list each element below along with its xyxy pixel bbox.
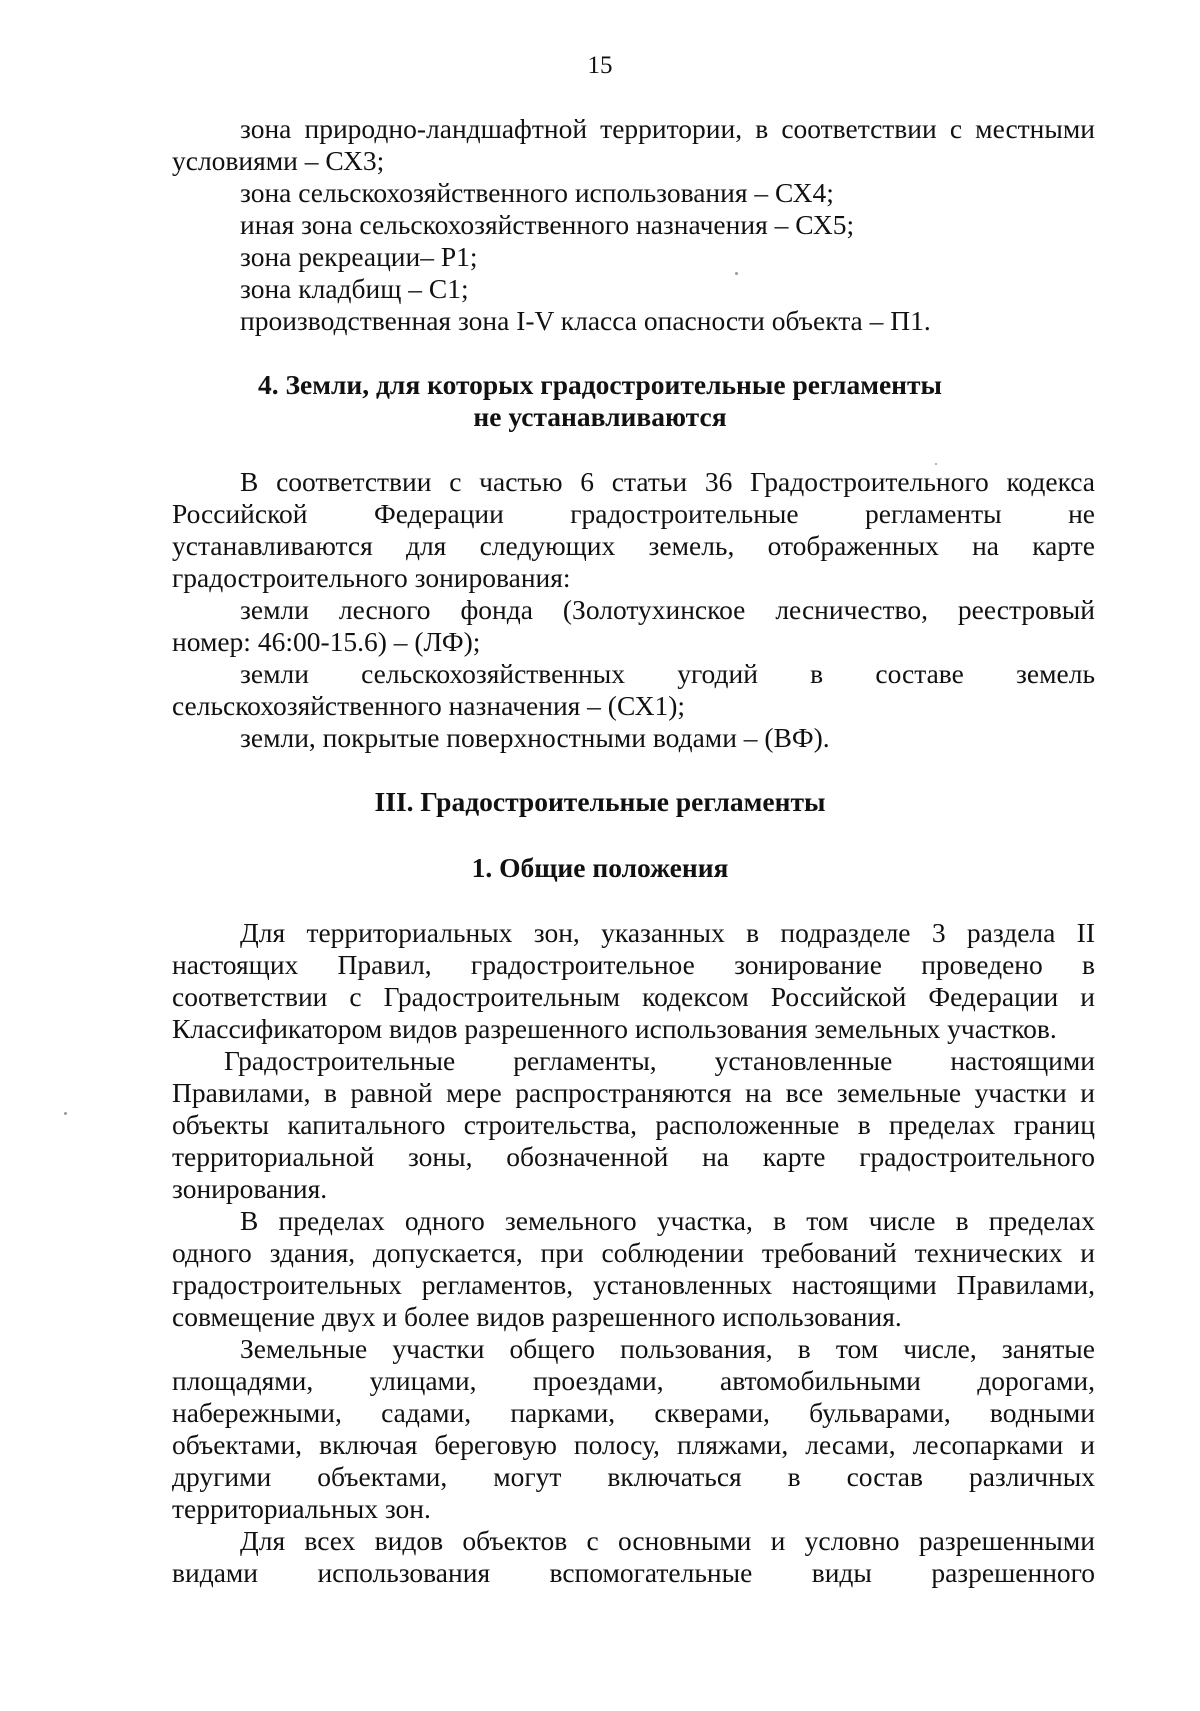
subsection-1-paragraph-line: Градостроительные регламенты, установленные настоящими — [224, 1045, 1095, 1076]
subsection-1-paragraph-line: территориальной зоны, обозначенной на карте градостроительного — [172, 1141, 1095, 1172]
section-4-paragraph-line: Российской Федерации градостроительные регламенты не — [172, 498, 1095, 529]
zone-list-line: зона природно-ландшафтной территории, в соответствии с местными — [240, 113, 1095, 144]
subsection-1-paragraph-line: В пределах одного земельного участка, в том числе в пределах — [240, 1205, 1095, 1236]
subsection-1-paragraph-line: Правилами, в равной мере распространяются на все земельные участки и — [172, 1077, 1095, 1108]
scan-speck — [935, 463, 937, 465]
subsection-1-paragraph-line: видами использования вспомогательные виды разрешенного — [172, 1557, 1095, 1588]
section-4-paragraph-line: земли, покрытые поверхностными водами – (ВФ). — [240, 722, 830, 753]
subsection-1-paragraph-line: Для территориальных зон, указанных в подразделе 3 раздела II — [240, 917, 1095, 948]
zone-list-line: производственная зона I-V класса опасности объекта – П1. — [240, 305, 931, 336]
subsection-1-paragraph-line: объекты капитального строительства, расположенные в пределах границ — [172, 1109, 1095, 1140]
subsection-1-paragraph-line: Земельные участки общего пользования, в том числе, занятые — [240, 1333, 1095, 1364]
page-number: 15 — [587, 52, 613, 79]
section-4-paragraph-line: устанавливаются для следующих земель, отображенных на карте — [172, 530, 1095, 561]
section-4-heading: 4. Земли, для которых градостроительные регламенты — [258, 369, 942, 400]
subsection-1-paragraph-line: объектами, включая береговую полосу, пляжами, лесами, лесопарками и — [172, 1429, 1095, 1460]
zone-list-line: зона рекреации– Р1; — [240, 241, 478, 272]
scan-speck — [735, 272, 738, 275]
section-4-paragraph-line: градостроительного зонирования: — [172, 562, 571, 593]
subsection-1-paragraph-line: Классификатором видов разрешенного использования земельных участков. — [172, 1013, 1057, 1044]
section-4-paragraph-line: земли лесного фонда (Золотухинское лесничество, реестровый — [240, 594, 1095, 625]
zone-list-line: зона кладбищ – С1; — [240, 273, 469, 304]
subsection-1-paragraph-line: совмещение двух и более видов разрешенного использования. — [172, 1301, 902, 1332]
subsection-1-heading: 1. Общие положения — [471, 852, 729, 883]
subsection-1-paragraph-line: настоящих Правил, градостроительное зонирование проведено в — [172, 949, 1095, 980]
section-4-paragraph-line: В соответствии с частью 6 статьи 36 Градостроительного кодекса — [240, 466, 1095, 497]
scan-speck — [64, 1112, 67, 1115]
zone-list-line: зона сельскохозяйственного использования – СХ4; — [240, 177, 834, 208]
subsection-1-paragraph-line: градостроительных регламентов, установленных настоящими Правилами, — [172, 1269, 1095, 1300]
zone-list-line: иная зона сельскохозяйственного назначения – СХ5; — [240, 209, 855, 240]
zone-list-line: условиями – СХ3; — [172, 145, 385, 176]
section-4-paragraph-line: земли сельскохозяйственных угодий в составе земель — [240, 658, 1095, 689]
subsection-1-paragraph-line: набережными, садами, парками, скверами, бульварами, водными — [172, 1397, 1095, 1428]
subsection-1-paragraph-line: территориальных зон. — [172, 1493, 431, 1524]
section-4-heading: не устанавливаются — [473, 401, 727, 432]
subsection-1-paragraph-line: соответствии с Градостроительным кодексом Российской Федерации и — [172, 981, 1095, 1012]
section-4-paragraph-line: сельскохозяйственного назначения – (СХ1); — [172, 690, 686, 721]
subsection-1-paragraph-line: одного здания, допускается, при соблюдении требований технических и — [172, 1237, 1095, 1268]
subsection-1-paragraph-line: зонирования. — [172, 1173, 328, 1204]
section-3-heading: III. Градостроительные регламенты — [374, 786, 826, 817]
subsection-1-paragraph-line: другими объектами, могут включаться в состав различных — [172, 1461, 1095, 1492]
subsection-1-paragraph-line: Для всех видов объектов с основными и условно разрешенными — [240, 1525, 1095, 1556]
section-4-paragraph-line: номер: 46:00-15.6) – (ЛФ); — [172, 626, 481, 657]
subsection-1-paragraph-line: площадями, улицами, проездами, автомобильными дорогами, — [172, 1365, 1095, 1396]
